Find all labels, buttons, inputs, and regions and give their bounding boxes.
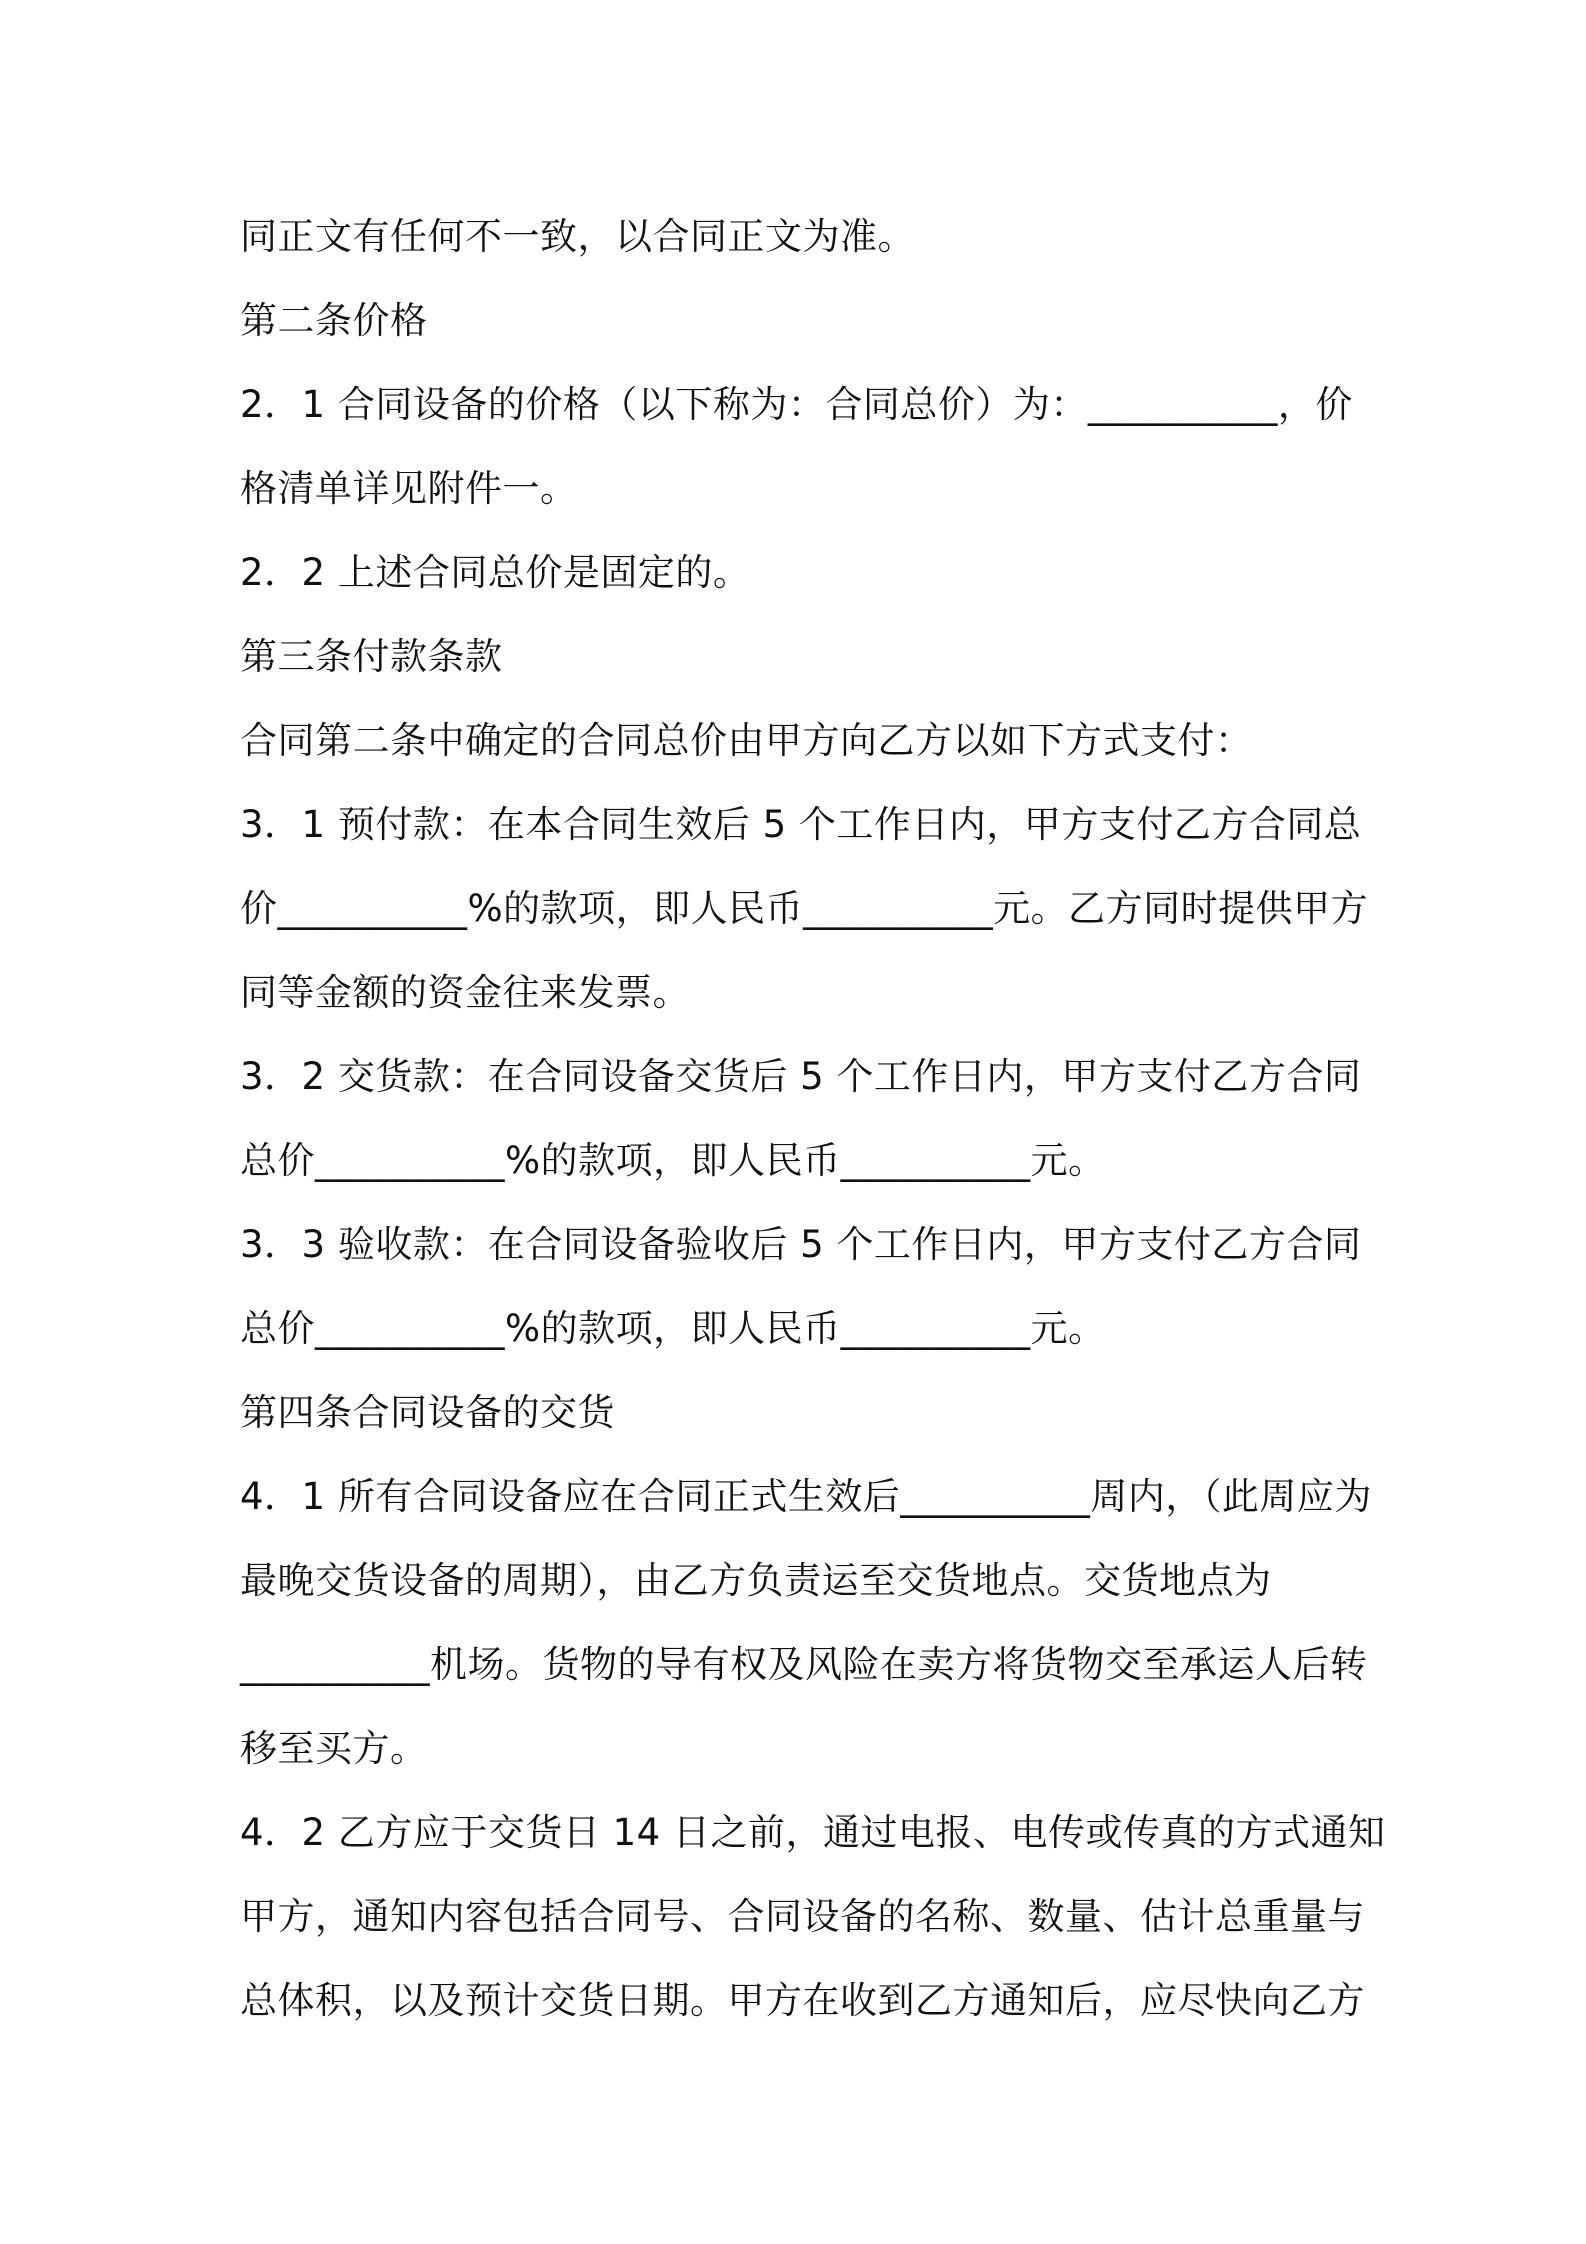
text-line: 3．1 预付款：在本合同生效后 5 个工作日内，甲方支付乙方合同总 xyxy=(240,803,1362,846)
text-line: 4．2 乙方应于交货日 14 日之前，通过电报、电传或传真的方式通知 xyxy=(240,1811,1386,1854)
text-line: 甲方，通知内容包括合同号、合同设备的名称、数量、估计总重量与 xyxy=(240,1895,1365,1938)
text-line: __________机场。货物的导有权及风险在卖方将货物交至承运人后转 xyxy=(240,1643,1368,1686)
text-line: 价__________%的款项，即人民币__________元。乙方同时提供甲方 xyxy=(240,887,1369,930)
text-line: 3．2 交货款：在合同设备交货后 5 个工作日内，甲方支付乙方合同 xyxy=(240,1055,1362,1098)
text-line: 4．1 所有合同设备应在合同正式生效后__________周内，（此周应为 xyxy=(240,1475,1372,1518)
text-line: 总价__________%的款项，即人民币__________元。 xyxy=(240,1139,1106,1182)
text-line: 同等金额的资金往来发票。 xyxy=(240,971,690,1014)
text-line: 最晚交货设备的周期），由乙方负责运至交货地点。交货地点为 xyxy=(240,1559,1272,1602)
article-heading: 第二条价格 xyxy=(240,299,428,342)
text-line: 总价__________%的款项，即人民币__________元。 xyxy=(240,1307,1106,1350)
text-line: 合同第二条中确定的合同总价由甲方向乙方以如下方式支付： xyxy=(240,719,1253,762)
text-line: 格清单详见附件一。 xyxy=(240,467,578,510)
text-line: 2．2 上述合同总价是固定的。 xyxy=(240,551,751,594)
text-line: 总体积，以及预计交货日期。甲方在收到乙方通知后，应尽快向乙方 xyxy=(240,1979,1365,2022)
article-heading: 第四条合同设备的交货 xyxy=(240,1391,615,1434)
text-line: 3．3 验收款：在合同设备验收后 5 个工作日内，甲方支付乙方合同 xyxy=(240,1223,1362,1266)
document-page xyxy=(240,195,1386,2043)
text-line: 2．1 合同设备的价格（以下称为：合同总价）为：__________，价 xyxy=(240,383,1353,426)
article-heading: 第三条付款条款 xyxy=(240,635,503,678)
text-line: 移至买方。 xyxy=(240,1727,428,1770)
text-line: 同正文有任何不一致，以合同正文为准。 xyxy=(240,215,915,258)
